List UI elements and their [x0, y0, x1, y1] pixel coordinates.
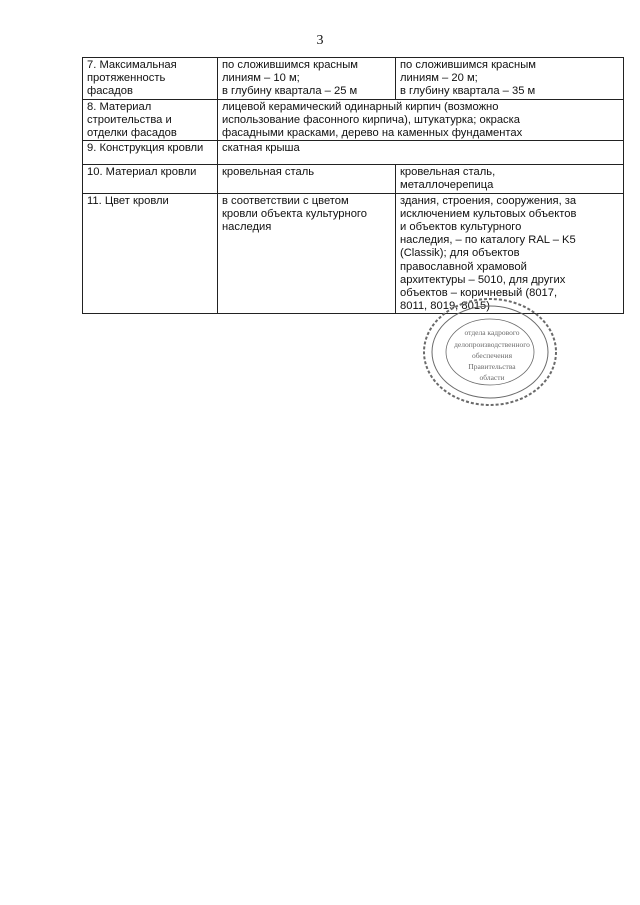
- table-cell: в соответствии с цветом кровли объекта культурного наследия: [218, 193, 396, 314]
- stamp-text-line: обеспечения: [471, 351, 513, 360]
- row-label: 10. Материал кровли: [83, 165, 218, 193]
- table-row: [83, 99, 624, 141]
- table-cell: здания, строения, сооружения, за исключением культовых объектов и объектов культурного наследия, – по каталогу RAL – K5 (Classik); для объектов православной храмовой архитектуры – 5010, для других объектов – коричневый (8017, 8011, 8019, 8015): [396, 193, 624, 314]
- table-row: [83, 58, 624, 100]
- table-cell-merged: скатная крыша: [218, 141, 624, 165]
- stamp-text-line: области: [479, 373, 505, 382]
- row-label: 9. Конструкция кровли: [83, 141, 218, 165]
- table-cell-merged: лицевой керамический одинарный кирпич (возможно использование фасонного кирпича), штукатурка; окраска фасадными красками, дерево на каменных фундаментах: [218, 99, 624, 141]
- stamp-text-line: отдела кадрового: [464, 328, 520, 337]
- table-cell: по сложившимся красным линиям – 20 м; в глубину квартала – 35 м: [396, 58, 624, 100]
- official-stamp: [420, 295, 560, 410]
- stamp-seal-icon: [420, 295, 560, 410]
- page-number: 3: [316, 33, 324, 48]
- row-label: 8. Материал строительства и отделки фасадов: [83, 99, 218, 141]
- stamp-text-line: Правительства: [468, 362, 516, 371]
- table-row: [83, 165, 624, 193]
- row-label: 11. Цвет кровли: [83, 193, 218, 314]
- table-row: [83, 141, 624, 165]
- requirements-table: [82, 57, 624, 314]
- stamp-text-line: делопроизводственного: [454, 340, 530, 349]
- row-label: 7. Максимальная протяженность фасадов: [83, 58, 218, 100]
- table-cell: кровельная сталь, металлочерепица: [396, 165, 624, 193]
- table-cell: кровельная сталь: [218, 165, 396, 193]
- table-cell: по сложившимся красным линиям – 10 м; в глубину квартала – 25 м: [218, 58, 396, 100]
